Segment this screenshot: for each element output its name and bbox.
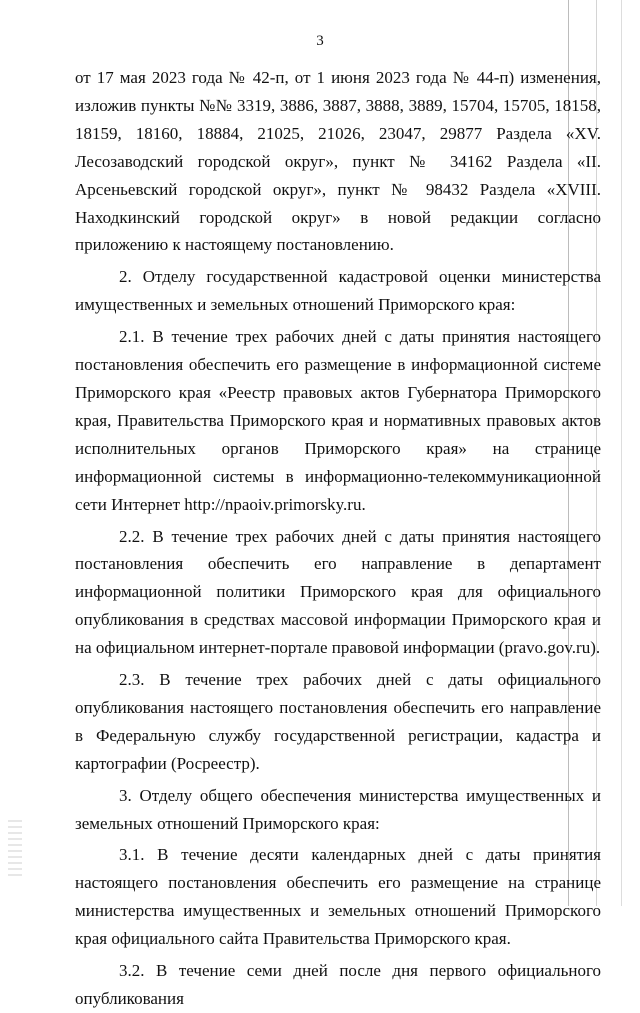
- paragraph-item-2: 2. Отделу государственной кадастровой оценки министерства имущественных и земельных отношений Приморского края:: [75, 267, 601, 315]
- scan-artifact-line: [621, 0, 622, 906]
- paragraph-item-3: 3. Отделу общего обеспечения министерства имущественных и земельных отношений Приморского края:: [75, 785, 601, 833]
- document-body: [75, 64, 601, 1013]
- paragraph-item-2-2: 2.2. В течение трех рабочих дней с даты принятия настоящего постановления обеспечить его направление в департамент информационной политики Приморского края для официального опубликования в средствах массовой информации Приморского края и на официальном интернет-портале правовой информации (pravo.gov.ru).: [75, 526, 601, 658]
- paragraph-item-3-1: 3.1. В течение десяти календарных дней с даты принятия настоящего постановления обеспечить его размещение на странице министерства имущественных и земельных отношений Приморского края официального сайта Правительства Приморского края.: [75, 845, 601, 949]
- page-number: 3: [316, 33, 324, 49]
- paragraph-item-2-3: 2.3. В течение трех рабочих дней с даты официального опубликования настоящего постановления обеспечить его направление в Федеральную службу государственной регистрации, кадастра и картографии (Росреестр).: [75, 670, 601, 773]
- paragraph-item-3-2: 3.2. В течение семи дней после дня первого официального опубликования: [75, 961, 601, 1008]
- paragraph-item-2-1: 2.1. В течение трех рабочих дней с даты принятия настоящего постановления обеспечить его размещение в информационной системе Приморского края «Реестр правовых актов Губернатора Приморского края, Правительства Приморского края и нормативных правовых актов исполнительных органов Приморского края» на странице информационной системы в информационно-телекоммуникационной сети Интернет http://npaoiv.primorsky.ru.: [75, 327, 601, 514]
- paragraph-continuation: от 17 мая 2023 года № 42-п, от 1 июня 2023 года № 44-п) изменения, изложив пункты №№ 3319, 3886, 3887, 3888, 3889, 15704, 15705, 18158, 18159, 18160, 18884, 21025, 21026, 23047, 29877 Раздела «XV. Лесозаводский городской округ», пункт № 34162 Раздела «II. Арсеньевский городской округ», пункт № 98432 Раздела «XVIII. Находкинский городской округ» в новой редакции согласно приложению к настоящему постановлению.: [75, 68, 601, 255]
- scan-artifact-speck: [8, 820, 22, 880]
